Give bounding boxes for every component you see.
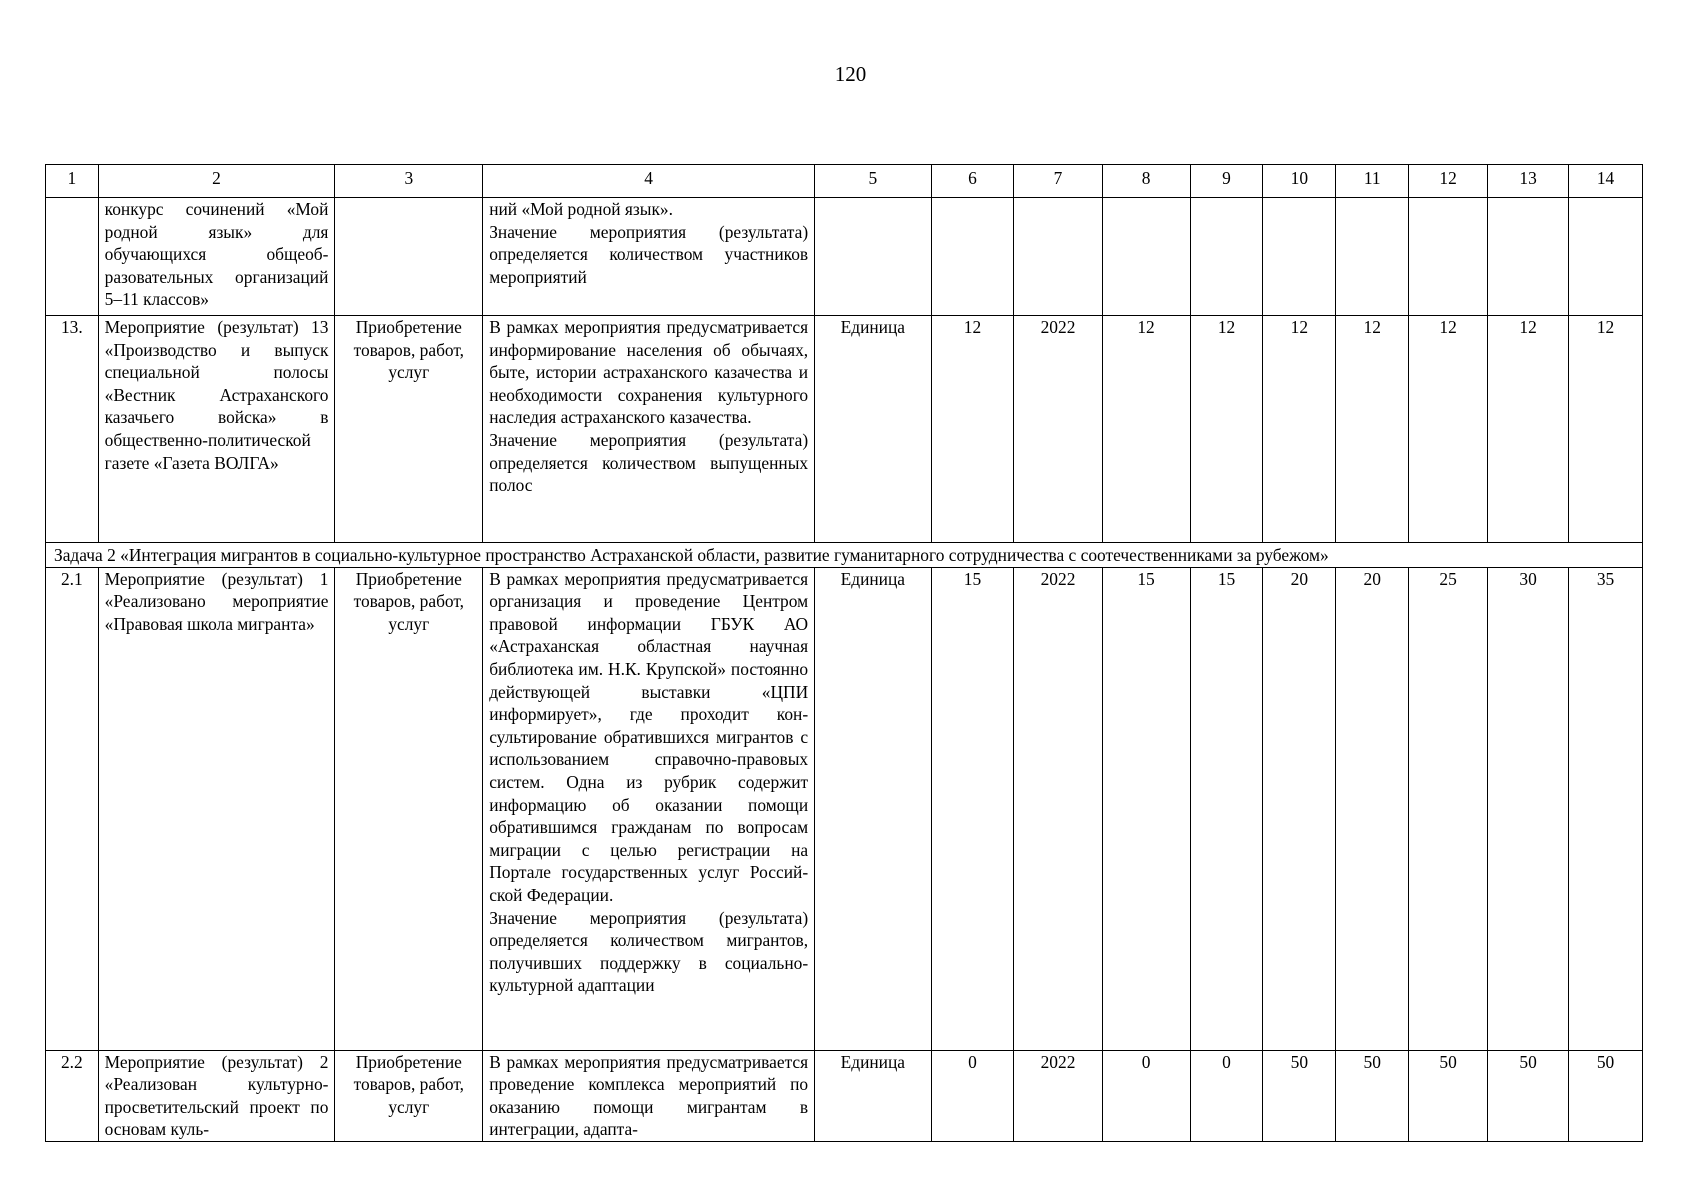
unit <box>815 198 931 316</box>
measure-name: Мероприятие (результат) 2 «Реализован культурно-просветительский проект по основам куль- <box>98 1050 335 1141</box>
measure-description: В рамках мероприятия предусматривается организация и проведение Центром правовой информации ГБУК АО «Астраханская областная научная библиотека им. Н.К. Крупской» постоянно действующей выставки «ЦПИ информирует», где проходит консультирование обратившихся мигрантов с использованием справочно-правовых систем. Одна из рубрик содержит информацию об оказании помощи обратившимся гражданам по вопросам миграции с целью регистрации на Портале государственных услуг Российской Федерации. Значение мероприятия (результата) определяется количеством мигрантов, получивших поддержку в социально-культурной адаптации <box>483 567 815 1050</box>
value-cell: 30 <box>1488 567 1569 1050</box>
value-cell: 12 <box>1263 316 1336 543</box>
value-cell: 0 <box>1190 1050 1263 1141</box>
value-cell <box>1569 198 1643 316</box>
table-row <box>46 567 1643 1050</box>
page-number: 120 <box>834 62 867 86</box>
base-year: 2022 <box>1014 316 1102 543</box>
value-cell: 50 <box>1336 1050 1409 1141</box>
table-row <box>46 316 1643 543</box>
base-year <box>1014 198 1102 316</box>
value-cell: 12 <box>1190 316 1263 543</box>
column-header: 6 <box>931 165 1014 198</box>
column-header: 10 <box>1263 165 1336 198</box>
value-cell: 12 <box>1336 316 1409 543</box>
column-header: 2 <box>98 165 335 198</box>
measure-type: Приобретение товаров, работ, услуг <box>335 1050 483 1141</box>
value-cell <box>1409 198 1488 316</box>
value-cell: 20 <box>1336 567 1409 1050</box>
measure-name: Мероприятие (результат) 13 «Производство и выпуск специальной полосы «Вестник Астраханского казачьего войска» в общественно-политической газете «Газета ВОЛГА» <box>98 316 335 543</box>
base-value: 12 <box>931 316 1014 543</box>
column-header: 14 <box>1569 165 1643 198</box>
value-cell <box>1102 198 1190 316</box>
value-cell: 15 <box>1102 567 1190 1050</box>
column-header: 11 <box>1336 165 1409 198</box>
row-id: 2.1 <box>46 567 99 1050</box>
measure-description: В рамках мероприятия предусматривается информирование населения об обычаях, быте, истории астраханского казачества и необходимости сохранения культурного наследия астраханского казачества. Значение мероприятия (результата) определяется количеством выпущенных полос <box>483 316 815 543</box>
base-year: 2022 <box>1014 567 1102 1050</box>
column-header: 9 <box>1190 165 1263 198</box>
value-cell: 12 <box>1102 316 1190 543</box>
value-cell <box>1263 198 1336 316</box>
base-value: 0 <box>931 1050 1014 1141</box>
row-id: 2.2 <box>46 1050 99 1141</box>
value-cell: 50 <box>1263 1050 1336 1141</box>
value-cell: 12 <box>1488 316 1569 543</box>
value-cell: 35 <box>1569 567 1643 1050</box>
value-cell: 0 <box>1102 1050 1190 1141</box>
value-cell <box>1488 198 1569 316</box>
value-cell <box>1190 198 1263 316</box>
task-row <box>46 543 1643 568</box>
table-row <box>46 198 1643 316</box>
unit: Единица <box>815 1050 931 1141</box>
column-header: 8 <box>1102 165 1190 198</box>
table-row <box>46 1050 1643 1141</box>
unit: Единица <box>815 567 931 1050</box>
value-cell: 25 <box>1409 567 1488 1050</box>
value-cell: 12 <box>1409 316 1488 543</box>
value-cell: 15 <box>1190 567 1263 1050</box>
column-number-row <box>46 165 1643 198</box>
row-id: 13. <box>46 316 99 543</box>
measure-name: конкурс сочинений «Мой родной язык» для обучающихся общеобразовательных организаций 5–11 классов» <box>98 198 335 316</box>
base-year: 2022 <box>1014 1050 1102 1141</box>
value-cell: 50 <box>1569 1050 1643 1141</box>
measures-table <box>45 164 1643 1142</box>
measure-type <box>335 198 483 316</box>
base-value <box>931 198 1014 316</box>
column-header: 4 <box>483 165 815 198</box>
measure-type: Приобретение товаров, работ, услуг <box>335 567 483 1050</box>
task-heading: Задача 2 «Интеграция мигрантов в социально-культурное пространство Астраханской области, развитие гуманитарного сотрудничества с соотечественниками за рубежом» <box>46 543 1643 568</box>
column-header: 13 <box>1488 165 1569 198</box>
column-header: 1 <box>46 165 99 198</box>
measure-type: Приобретение товаров, работ, услуг <box>335 316 483 543</box>
value-cell: 50 <box>1409 1050 1488 1141</box>
measure-name: Мероприятие (результат) 1 «Реализовано мероприятие «Правовая школа мигранта» <box>98 567 335 1050</box>
value-cell: 20 <box>1263 567 1336 1050</box>
base-value: 15 <box>931 567 1014 1050</box>
column-header: 7 <box>1014 165 1102 198</box>
column-header: 3 <box>335 165 483 198</box>
row-id <box>46 198 99 316</box>
column-header: 12 <box>1409 165 1488 198</box>
measure-description: ний «Мой родной язык». Значение мероприятия (результата) определяется количеством участников мероприятий <box>483 198 815 316</box>
value-cell: 12 <box>1569 316 1643 543</box>
column-header: 5 <box>815 165 931 198</box>
measure-description: В рамках мероприятия предусматривается проведение комплекса мероприятий по оказанию помощи мигрантам в интеграции, адапта- <box>483 1050 815 1141</box>
value-cell <box>1336 198 1409 316</box>
unit: Единица <box>815 316 931 543</box>
value-cell: 50 <box>1488 1050 1569 1141</box>
